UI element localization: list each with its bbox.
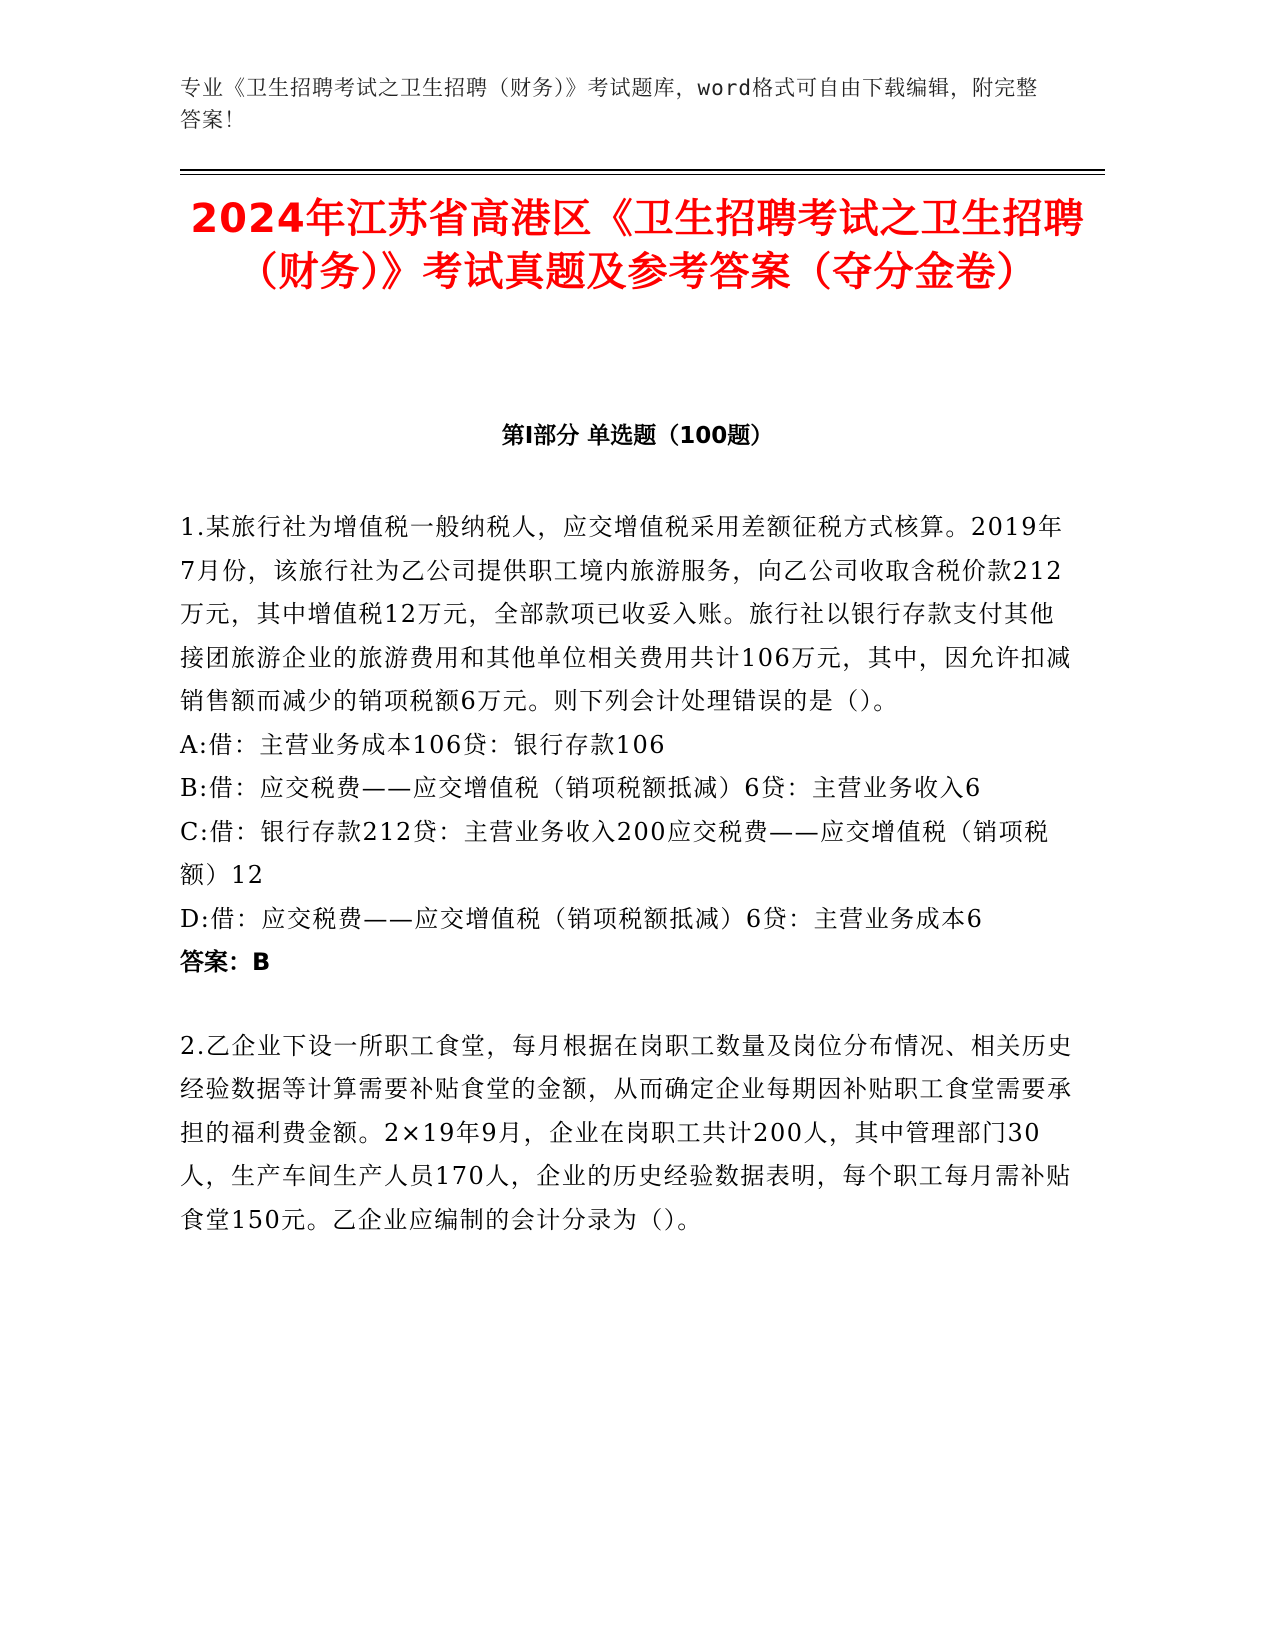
option-b: B:借：应交税费——应交增值税（销项税额抵减）6贷：主营业务收入6: [180, 774, 982, 802]
document-title: 2024年江苏省高港区《卫生招聘考试之卫生招聘（财务）》考试真题及参考答案（夺分金卷）: [190, 196, 1085, 295]
header-note: 专业《卫生招聘考试之卫生招聘（财务）》考试题库，word格式可自由下载编辑，附完整答案！: [180, 76, 1039, 132]
header-divider-thin: [180, 174, 1105, 175]
question-2: [180, 1025, 1080, 1243]
section-title: 第Ⅰ部分 单选题（100题）: [501, 423, 774, 449]
question-list: [180, 506, 1080, 1282]
header-divider: [180, 169, 1105, 171]
option-a: A:借：主营业务成本106贷：银行存款106: [180, 730, 667, 759]
answer: 答案：B: [180, 948, 271, 976]
question-stem: 1.某旅行社为增值税一般纳税人，应交增值税采用差额征税方式核算。2019年7月份，该旅行社为乙公司提供职工境内旅游服务，向乙公司收取含税价款212万元，其中增值税12万元，全部款项已收妥入账。旅行社以银行存款支付其他接团旅游企业的旅游费用和其他单位相关费用共计106万元，其中，因允许扣减销售额而减少的销项税额6万元。则下列会计处理错误的是（）。: [180, 513, 1072, 715]
option-d: D:借：应交税费——应交增值税（销项税额抵减）6贷：主营业务成本6: [180, 904, 984, 933]
option-c: C:借：银行存款212贷：主营业务收入200应交税费——应交增值税（销项税额）12: [180, 817, 1050, 889]
question-stem: 2.乙企业下设一所职工食堂，每月根据在岗职工数量及岗位分布情况、相关历史经验数据等计算需要补贴食堂的金额，从而确定企业每期因补贴职工食堂需要承担的福利费金额。2×19年9月，企业在岗职工共计200人，其中管理部门30人，生产车间生产人员170人，企业的历史经验数据表明，每个职工每月需补贴食堂150元。乙企业应编制的会计分录为（）。: [180, 1031, 1073, 1234]
question-1: [180, 506, 1080, 985]
